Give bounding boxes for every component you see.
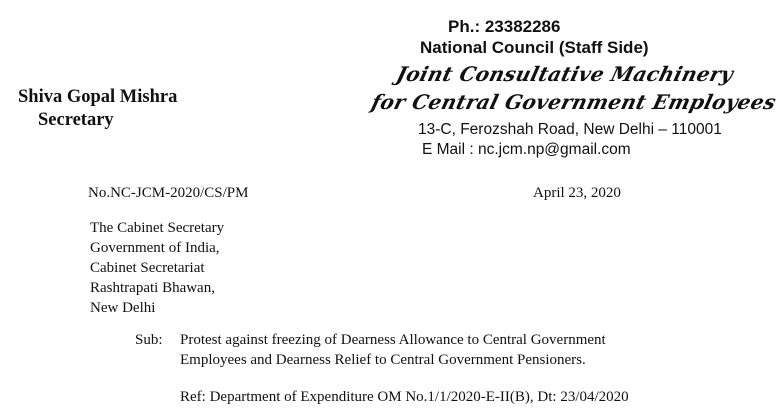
recipient-line: The Cabinet Secretary: [90, 220, 225, 236]
letterhead-script-line-1: Joint Consultative Machinery: [394, 62, 736, 86]
subject-label: Sub:: [135, 332, 163, 348]
recipient-line: Cabinet Secretariat: [90, 260, 205, 276]
letterhead-email: E Mail : nc.jcm.np@gmail.com: [422, 141, 631, 158]
letter-date: April 23, 2020: [533, 185, 621, 201]
letterhead-script-line-2: for Central Government Employees: [369, 90, 779, 114]
sender-title: Secretary: [38, 110, 114, 130]
recipient-line: New Delhi: [90, 300, 156, 316]
recipient-line: Government of India,: [90, 240, 220, 256]
letter-reference-number: No.NC-JCM-2020/CS/PM: [88, 185, 249, 201]
letterhead-organization: National Council (Staff Side): [420, 38, 649, 57]
sender-name: Shiva Gopal Mishra: [18, 87, 178, 107]
recipient-line: Rashtrapati Bhawan,: [90, 280, 215, 296]
letterhead-address: 13-C, Ferozshah Road, New Delhi – 110001: [418, 121, 722, 138]
subject-line: Employees and Dearness Relief to Central Government Pensioners.: [180, 352, 586, 368]
reference-line: Ref: Department of Expenditure OM No.1/1/2020-E-II(B), Dt: 23/04/2020: [180, 389, 629, 405]
subject-line: Protest against freezing of Dearness Allowance to Central Government: [180, 332, 606, 348]
letterhead-phone: Ph.: 23382286: [448, 17, 561, 36]
